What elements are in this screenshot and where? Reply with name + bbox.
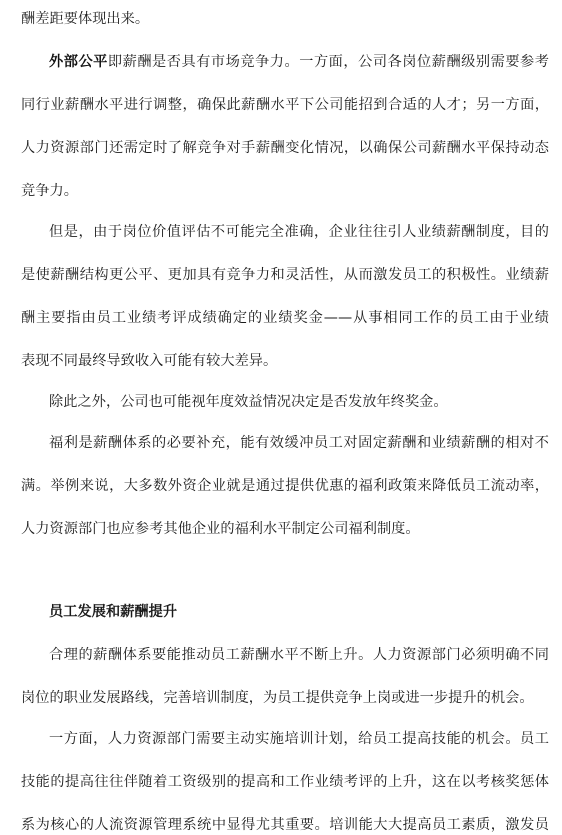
paragraph-line: 人力资源部门还需定时了解竞争对手薪酬变化情况，以确保公司薪酬水平保持动态 xyxy=(21,140,549,156)
paragraph-line xyxy=(49,52,549,72)
paragraph-line: 除此之外，公司也可能视年度效益情况决定是否发放年终奖金。 xyxy=(49,394,448,410)
paragraph-line: 福利是薪酬体系的必要补充，能有效缓冲员工对固定薪酬和业绩薪酬的相对不 xyxy=(49,435,549,451)
paragraph-line: 竞争力。 xyxy=(21,183,78,199)
paragraph-line: 合理的薪酬体系要能推动员工薪酬水平不断上升。人力资源部门必须明确不同 xyxy=(49,647,549,663)
paragraph-line: 人力资源部门也应参考其他企业的福利水平制定公司福利制度。 xyxy=(21,521,420,537)
paragraph-line: 满。举例来说，大多数外资企业就是通过提供优惠的福利政策来降低员工流动率， xyxy=(21,478,549,494)
paragraph-line: 酬差距要体现出来。 xyxy=(21,11,150,27)
paragraph-line: 一方面，人力资源部门需要主动实施培训计划，给员工提高技能的机会。员工 xyxy=(49,731,549,747)
paragraph-line: 系为核心的人流资源管理系统中显得尤其重要。培训能大大提高员工素质，激发员 xyxy=(21,817,549,833)
section-heading: 员工发展和薪酬提升 xyxy=(49,604,178,620)
paragraph-line: 表现不同最终导致收入可能有较大差异。 xyxy=(21,353,278,369)
bold-term: 外部公平 xyxy=(49,54,108,70)
paragraph-line: 岗位的职业发展路线，完善培训制度，为员工提供竞争上岗或进一步提升的机会。 xyxy=(21,690,534,706)
paragraph-line: 技能的提高往往伴随着工资级别的提高和工作业绩考评的上升，这在以考核奖惩体 xyxy=(21,774,549,790)
paragraph-text: 即薪酬是否具有市场竞争力。一方面，公司各岗位薪酬级别需要参考 xyxy=(107,54,549,70)
paragraph-line: 但是，由于岗位价值评估不可能完全准确，企业往往引人业绩薪酬制度，目的 xyxy=(49,224,549,240)
paragraph-line: 同行业薪酬水平进行调整，确保此薪酬水平下公司能招到合适的人才；另一方面， xyxy=(21,97,549,113)
paragraph-line: 酬主要指由员工业绩考评成绩确定的业绩奖金——从事相同工作的员工由于业绩 xyxy=(21,310,549,326)
paragraph-line: 是使薪酬结构更公平、更加具有竞争力和灵活性，从而激发员工的积极性。业绩薪 xyxy=(21,267,549,283)
